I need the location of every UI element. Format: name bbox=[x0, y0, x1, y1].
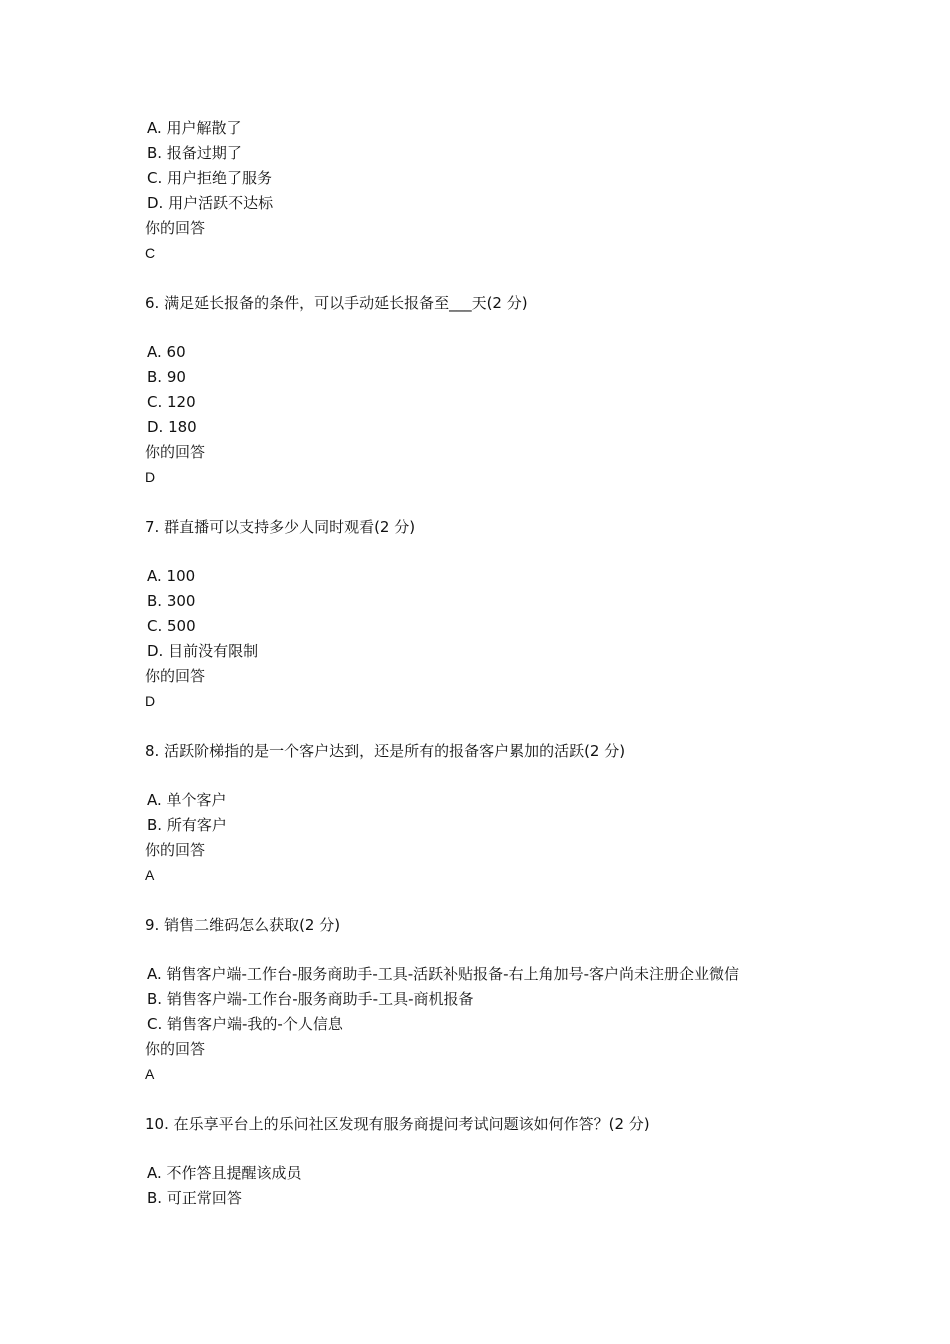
option-9b: B. 销售客户端-工作台-服务商助手-工具-商机报备 bbox=[147, 990, 474, 1008]
option-6b: B. 90 bbox=[147, 368, 186, 386]
option-10b: B. 可正常回答 bbox=[147, 1189, 242, 1207]
option-7c: C. 500 bbox=[147, 617, 196, 635]
question-6-title: 6. 满足延长报备的条件，可以手动延长报备至___天(2 分) bbox=[145, 294, 528, 312]
answer-label-5: 你的回答 bbox=[145, 219, 206, 237]
answer-9: A bbox=[145, 1066, 155, 1082]
option-7d: D. 目前没有限制 bbox=[147, 642, 259, 660]
answer-label-7: 你的回答 bbox=[145, 667, 206, 685]
option-8a: A. 单个客户 bbox=[147, 791, 227, 809]
answer-label-9: 你的回答 bbox=[145, 1040, 206, 1058]
option-6c: C. 120 bbox=[147, 393, 196, 411]
answer-7: D bbox=[145, 693, 156, 709]
answer-6: D bbox=[145, 469, 156, 485]
option-6a: A. 60 bbox=[147, 343, 186, 361]
question-10-title: 10. 在乐享平台上的乐问社区发现有服务商提问考试问题该如何作答？(2 分) bbox=[145, 1115, 650, 1133]
option-5d: D. 用户活跃不达标 bbox=[147, 194, 274, 212]
answer-5: C bbox=[145, 245, 156, 261]
option-6d: D. 180 bbox=[147, 418, 197, 436]
option-9a: A. 销售客户端-工作台-服务商助手-工具-活跃补贴报备-右上角加号-客户尚未注册企业微信 bbox=[147, 965, 740, 983]
question-8-title: 8. 活跃阶梯指的是一个客户达到，还是所有的报备客户累加的活跃(2 分) bbox=[145, 742, 626, 760]
option-10a: A. 不作答且提醒该成员 bbox=[147, 1164, 302, 1182]
option-7b: B. 300 bbox=[147, 592, 196, 610]
answer-label-6: 你的回答 bbox=[145, 443, 206, 461]
question-9-title: 9. 销售二维码怎么获取(2 分) bbox=[145, 916, 341, 934]
option-5b: B. 报备过期了 bbox=[147, 144, 242, 162]
answer-label-8: 你的回答 bbox=[145, 841, 206, 859]
option-5a: A. 用户解散了 bbox=[147, 119, 242, 137]
answer-8: A bbox=[145, 867, 155, 883]
option-9c: C. 销售客户端-我的-个人信息 bbox=[147, 1015, 343, 1033]
question-7-title: 7. 群直播可以支持多少人同时观看(2 分) bbox=[145, 518, 416, 536]
option-8b: B. 所有客户 bbox=[147, 816, 227, 834]
option-5c: C. 用户拒绝了服务 bbox=[147, 169, 273, 187]
option-7a: A. 100 bbox=[147, 567, 196, 585]
